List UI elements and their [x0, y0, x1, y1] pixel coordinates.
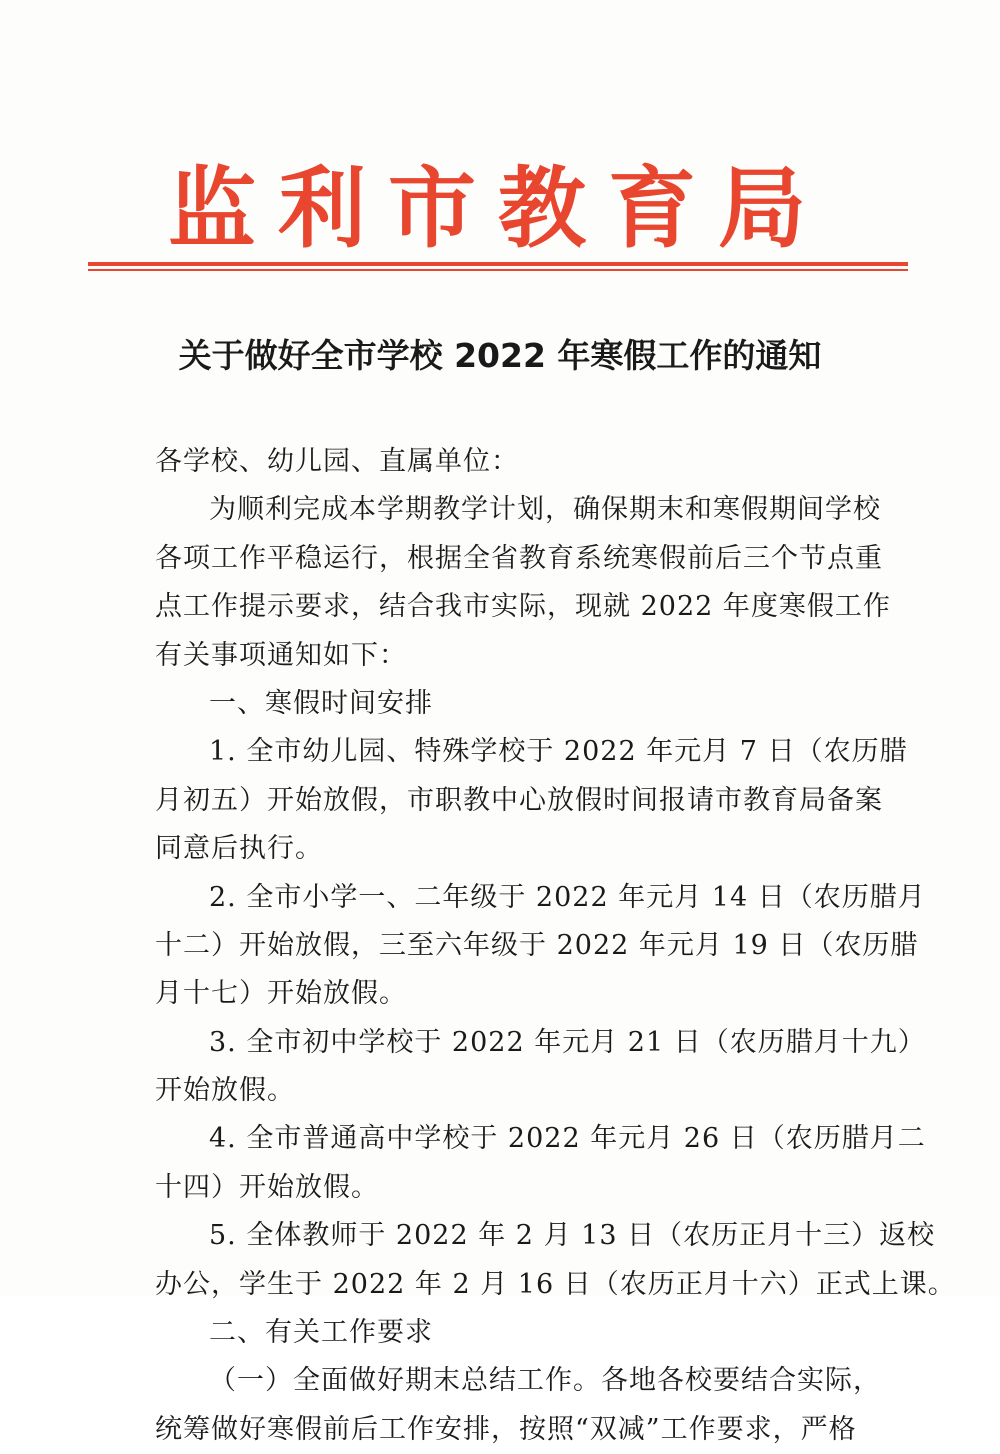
body-line: 十二）开始放假，三至六年级于 2022 年元月 19 日（农历腊: [155, 929, 919, 961]
document-body: [155, 438, 956, 1454]
masthead-title: 监利市教育局: [167, 156, 828, 260]
salutation-line: 各学校、幼儿园、直属单位：: [155, 446, 519, 477]
body-line: 同意后执行。: [155, 833, 323, 865]
body-line: 十四）开始放假。: [155, 1171, 379, 1203]
body-line: 5. 全体教师于 2022 年 2 月 13 日（农历正月十三）返校: [209, 1220, 936, 1252]
masthead-rule-thin: [88, 269, 908, 271]
body-line: （一）全面做好期末总结工作。各地各校要结合实际，: [209, 1365, 881, 1397]
body-line: 办公，学生于 2022 年 2 月 16 日（农历正月十六）正式上课。: [155, 1268, 956, 1300]
body-line: 2. 全市小学一、二年级于 2022 年元月 14 日（农历腊月: [209, 881, 926, 913]
body-line: 点工作提示要求，结合我市实际，现就 2022 年度寒假工作: [155, 591, 891, 623]
body-line: 4. 全市普通高中学校于 2022 年元月 26 日（农历腊月二: [209, 1123, 926, 1155]
body-line: 有关事项通知如下：: [155, 639, 407, 671]
body-line: 开始放假。: [155, 1075, 295, 1107]
section-heading-1: 一、寒假时间安排: [209, 687, 433, 719]
body-line: 月初五）开始放假，市职教中心放假时间报请市教育局备案: [155, 784, 883, 816]
masthead-rule-thick: [88, 262, 908, 266]
body-line: 3. 全市初中学校于 2022 年元月 21 日（农历腊月十九）: [209, 1026, 926, 1058]
body-line: 1. 全市幼儿园、特殊学校于 2022 年元月 7 日（农历腊: [209, 736, 908, 768]
body-line: 统筹做好寒假前后工作安排，按照“双减”工作要求，严格: [155, 1413, 857, 1445]
body-line: 为顺利完成本学期教学计划，确保期末和寒假期间学校: [209, 494, 881, 526]
section-heading-2: 二、有关工作要求: [209, 1317, 433, 1349]
document-title: 关于做好全市学校 2022 年寒假工作的通知: [178, 336, 822, 375]
body-line: 各项工作平稳运行，根据全省教育系统寒假前后三个节点重: [155, 542, 883, 574]
body-line: 月十七）开始放假。: [155, 978, 407, 1010]
